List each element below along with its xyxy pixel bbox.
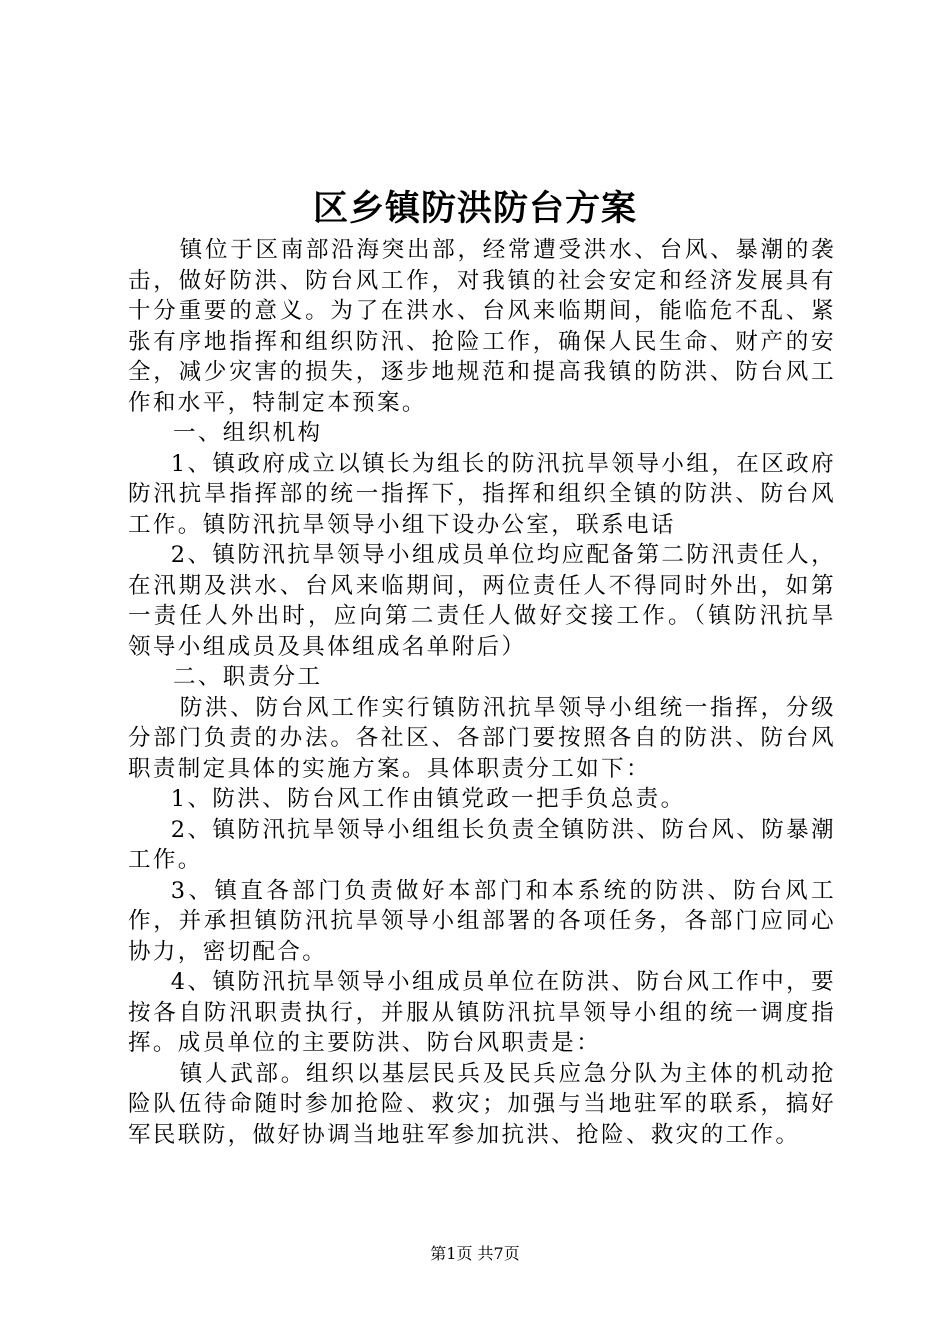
- duties-intro-paragraph: 防洪、防台风工作实行镇防汛抗旱领导小组统一指挥，分级分部门负责的办法。各社区、各部门要按照各自的防洪、防台风职责制定具体的实施方案。具体职责分工如下：: [128, 694, 836, 782]
- duties-item-3: 3、镇直各部门负责做好本部门和本系统的防洪、防台风工作，并承担镇防汛抗旱领导小组部署的各项任务，各部门应同心协力，密切配合。: [128, 877, 836, 965]
- section-heading-organization: 一、组织机构: [173, 420, 323, 446]
- section-heading-duties: 二、职责分工: [173, 664, 323, 690]
- page-number-footer: 第1页 共7页: [430, 1244, 520, 1263]
- intro-paragraph: 镇位于区南部沿海突出部，经常遭受洪水、台风、暴潮的袭击，做好防洪、防台风工作，对我镇的社会安定和经济发展具有十分重要的意义。为了在洪水、台风来临期间，能临危不乱、紧张有序地指挥和组织防汛、抢险工作，确保人民生命、财产的安全，减少灾害的损失，逐步地规范和提高我镇的防洪、防台风工作和水平，特制定本预案。: [128, 237, 836, 416]
- duties-item-2: 2、镇防汛抗旱领导小组组长负责全镇防洪、防台风、防暴潮工作。: [128, 816, 836, 873]
- duties-item-4: 4、镇防汛抗旱领导小组成员单位在防洪、防台风工作中，要按各自防汛职责执行，并服从镇防汛抗旱领导小组的统一调度指挥。成员单位的主要防洪、防台风职责是：: [128, 969, 836, 1056]
- organization-item-2: 2、镇防汛抗旱领导小组成员单位均应配备第二防汛责任人，在汛期及洪水、台风来临期间，两位责任人不得同时外出，如第一责任人外出时，应向第二责任人做好交接工作。（镇防汛抗旱领导小组成员及具体组成名单附后）: [128, 542, 836, 660]
- organization-item-1: 1、镇政府成立以镇长为组长的防汛抗旱领导小组，在区政府防汛抗旱指挥部的统一指挥下，指挥和组织全镇的防洪、防台风工作。镇防汛抗旱领导小组下设办公室，联系电话: [128, 450, 836, 538]
- page-title: 区乡镇防洪防台方案: [312, 188, 637, 229]
- document-body: [128, 235, 836, 1150]
- duties-item-1: 1、防洪、防台风工作由镇党政一把手负总责。: [170, 786, 686, 812]
- armed-forces-paragraph: 镇人武部。组织以基层民兵及民兵应急分队为主体的机动抢险队伍待命随时参加抢险、救灾；加强与当地驻军的联系，搞好军民联防，做好协调当地驻军参加抗洪、抢险、救灾的工作。: [128, 1060, 836, 1148]
